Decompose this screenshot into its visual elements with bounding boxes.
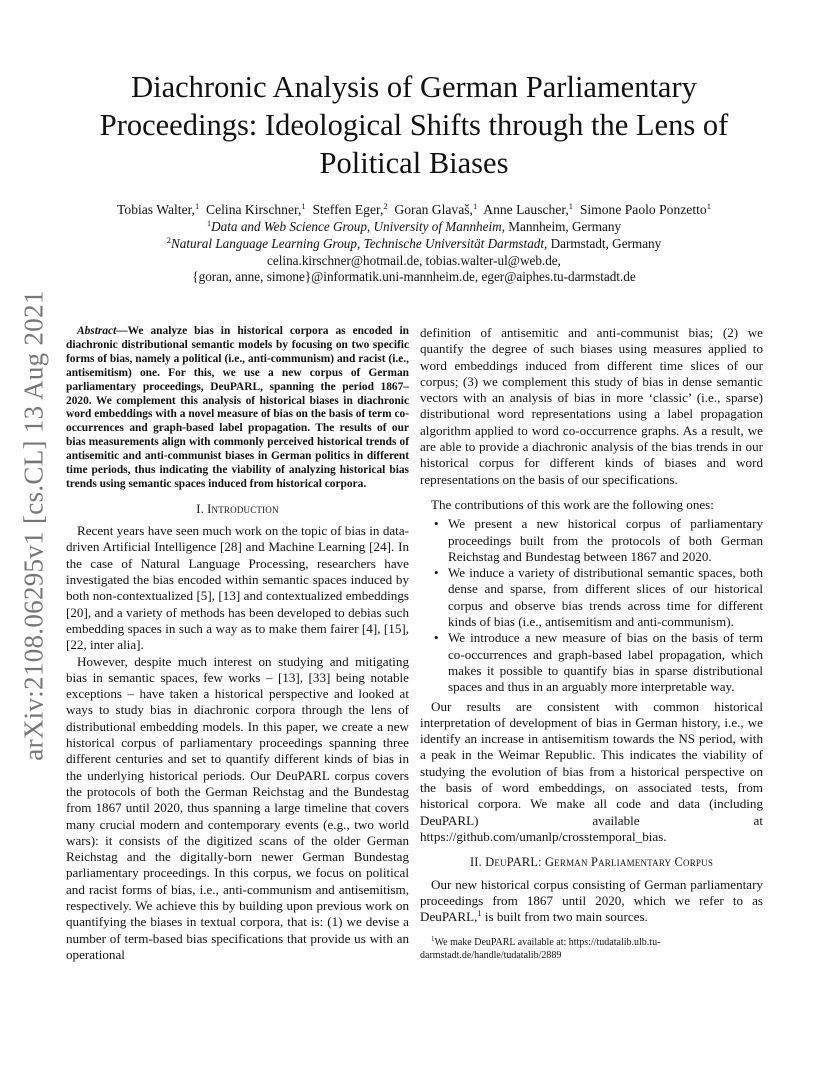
email-line: {goran, anne, simone}@informatik.uni-mannheim.de, eger@aiphes.tu-darmstadt.de xyxy=(192,269,636,285)
author: Celina Kirschner,$^1$ xyxy=(206,201,306,217)
paragraph: Recent years have seen much work on the topic of bias in data-driven Artificial Intelligence [28] and Machine Learning [24]. In the case of Natural Language Processing, researchers have investigated the bias encoded within semantic spaces induced by both non-contextualized [5], [13] and contextualized embeddings [20], and a variety of methods has been developed to debias such embedding spaces in such a way as to make them fairer [4], [15], [22, inter alia]. xyxy=(66,523,409,653)
author: Anne Lauscher,$^1$ xyxy=(483,201,574,217)
section-heading-corpus: II. DeuPARL: German Parliamentary Corpus xyxy=(469,855,714,870)
author: Steffen Eger,$^2$ xyxy=(312,201,388,217)
paragraph: However, despite much interest on studying and mitigating bias in semantic spaces, few works – [13], [33] being notable exceptions – have taken a historical perspective and looked at ways to study bias in diachronic corpora through the lens of distributional embedding models. In this paper, we create a new historical corpus of parliamentary proceedings spanning three different centuries and set to quantify different kinds of bias in the underlying historical periods. Our DeuPARL corpus covers the protocols of both the German Reichstag and the Bundestag from 1867 until 2020, thus spanning a large timeline that covers many crucial modern and contemporary events (e.g., two world wars): it consists of the digitized scans of the older German Reichstag and the digitally-born newer German Bundestag parliamentary proceedings. In this corpus, we focus on political and racist forms of bias, i.e., anti-communism and antisemitism, respectively. We achieve this by building upon previous work on quantifying the biases in textual corpora, that is: (1) we devise a number of term-based bias specifications that provide us with an operational xyxy=(66,653,409,962)
author: Simone Paolo Ponzetto$^1$ xyxy=(579,201,711,217)
email-line: celina.kirschner@hotmail.de, tobias.walter-ul@web.de, xyxy=(267,252,561,268)
contributions-list xyxy=(420,516,763,695)
right-column xyxy=(420,325,763,962)
author-block xyxy=(60,201,768,286)
abstract-text: —We analyze bias in historical corpora as encoded in diachronic distributional semantic models by focusing on two specific forms of bias, namely a political (i.e., anti-communism) and racist (i.e., antisemitism) one. For this, we use a new corpus of German parliamentary proceedings, DeuPARL, spanning the period 1867–2020. We complement this analysis of historical biases in diachronic word embeddings with a novel measure of bias on the basis of term co-occurrences and graph-based label propagation. The results of our bias measurements align with commonly perceived historical trends of antisemitic and anti-communist biases in German politics in different time periods, thus indicating the viability of analyzing historical bias trends using semantic spaces induced from historical corpora. xyxy=(66,325,409,490)
affiliation: $^1$Data and Web Science Group, University of Mannheim, Mannheim, Germany xyxy=(206,218,622,234)
abstract-label: Abstract xyxy=(77,325,117,337)
author: Tobias Walter,$^1$ xyxy=(117,201,200,217)
paragraph: Our results are consistent with common historical interpretation of development of bias in German history, i.e., we identify an increase in antisemitism towards the NS period, with a peak in the Weimar Republic. This indicates the viability of studying the evolution of bias from a historical perspective on the basis of word embeddings, on associated tests, from historical corpora. We make all code and data (including DeuPARL) available at https://github.com/umanlp/crosstemporal_bias. xyxy=(420,698,763,844)
arxiv-stamp-text: arXiv:2108.06295v1 [cs.CL] 13 Aug 2021 xyxy=(18,289,49,761)
author-list xyxy=(60,201,768,219)
contributions-lead: The contributions of this work are the following ones: xyxy=(431,496,714,512)
arxiv-identifier xyxy=(14,290,54,760)
list-item: • We present a new historical corpus of parliamentary proceedings built from the protocols of both German Reichstag and Bundestag between 1867 and 2020. xyxy=(420,516,763,565)
paragraph: Our new historical corpus consisting of German parliamentary proceedings from 1867 until 2020, which we refer to as DeuPARL,$^1$ is built from two main sources. xyxy=(420,876,763,925)
author: Goran Glavaš,$^1$ xyxy=(394,201,478,217)
list-item: • We induce a variety of distributional semantic spaces, both dense and sparse, from different slices of our historical corpus and observe bias trends across time for different kinds of bias (i.e., antisemitism and anti-communism). xyxy=(420,565,763,630)
affiliation: $^2$Natural Language Learning Group, Technische Universität Darmstadt, Darmstadt, Germany xyxy=(166,234,662,251)
abstract xyxy=(66,325,409,492)
section-heading-introduction: I. Introduction xyxy=(196,501,279,516)
paragraph: definition of antisemitic and anti-communist bias; (2) we quantify the degree of such biases using measures applied to word embeddings induced from different time slices of our corpus; (3) we complement this study of bias in dense semantic vectors with an analysis of bias in more ‘classic’ (i.e., sparse) distributional word representations using a label propagation algorithm applied to word co-occurrence graphs. As a result, we are able to provide a diachronic analysis of the bias trends in our historical corpus for different kinds of biases and word representations on the basis of our specifications. xyxy=(420,325,763,487)
footnote: $^1$We make DeuPARL available at: https://tudatalib.ulb.tu-darmstadt.de/handle/tudatalib/2889 xyxy=(420,935,661,961)
left-column xyxy=(66,325,409,963)
paper-title: Diachronic Analysis of German Parliamentary Proceedings: Ideological Shifts through the Lens of Political Biases xyxy=(99,70,729,180)
list-item: • We introduce a new measure of bias on the basis of term co-occurrences and graph-based label propagation, which makes it possible to quantify bias in sparse distributional spaces and thus in an arguably more interpretable way. xyxy=(420,630,763,695)
